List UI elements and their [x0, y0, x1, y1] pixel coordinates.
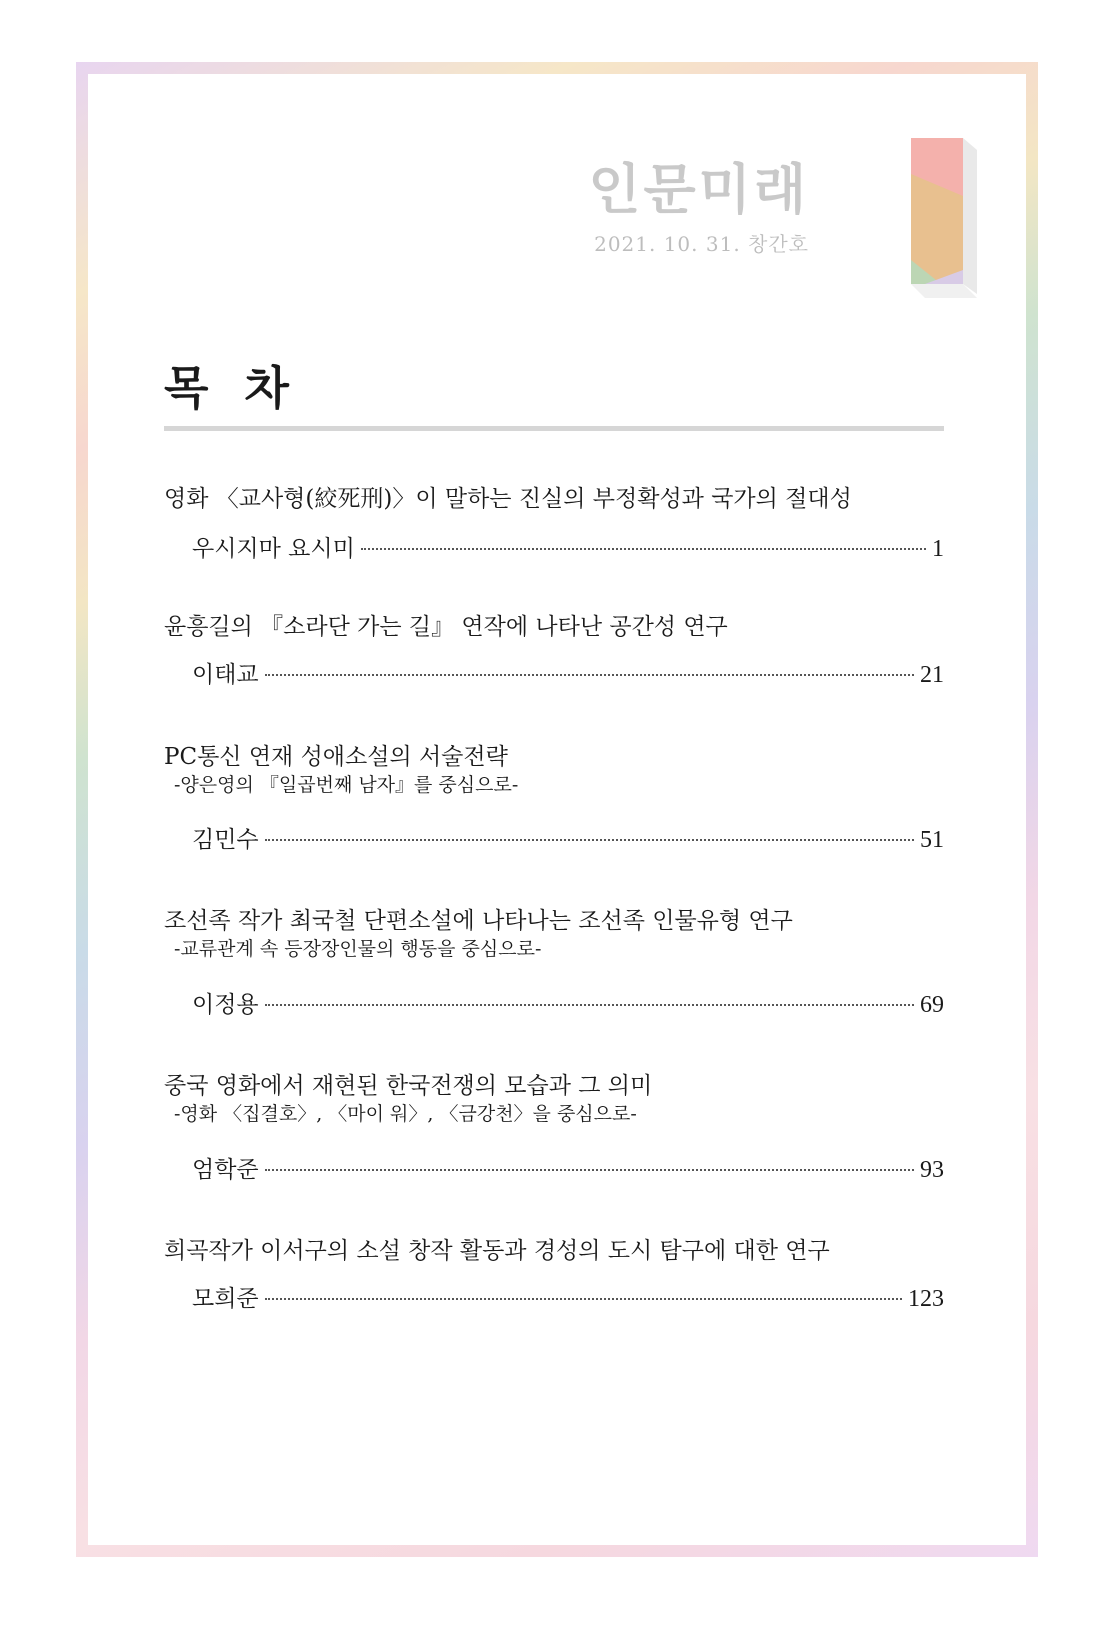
- entry-author-line: [192, 990, 944, 1020]
- dot-leader: [265, 1298, 902, 1300]
- entry-page: 123: [908, 1286, 944, 1312]
- title-rule: [164, 426, 944, 431]
- entry-title: 조선족 작가 최국철 단편소설에 나타나는 조선족 인물유형 연구: [164, 908, 793, 934]
- entry-subtitle: -양은영의 『일곱번째 남자』를 중심으로-: [174, 774, 519, 796]
- entry-author: 이정용: [192, 992, 259, 1018]
- entry-author-line: [192, 534, 944, 564]
- entry-title: 중국 영화에서 재현된 한국전쟁의 모습과 그 의미: [164, 1073, 653, 1099]
- journal-title: 인문미래: [588, 157, 809, 221]
- entry-author-line: [192, 1155, 944, 1185]
- dot-leader: [361, 548, 926, 550]
- entry-page: 51: [920, 827, 944, 853]
- toc-entry[interactable]: [164, 612, 944, 688]
- page-content-area: [88, 74, 1026, 1545]
- entry-author: 이태교: [192, 662, 259, 688]
- dot-leader: [265, 1004, 914, 1006]
- entry-author: 김민수: [192, 827, 259, 853]
- entry-author: 엄학준: [192, 1157, 259, 1183]
- issue-date: 2021. 10. 31. 창간호: [594, 232, 809, 256]
- entry-page: 93: [920, 1157, 944, 1183]
- dot-leader: [265, 839, 914, 841]
- entry-title: 희곡작가 이서구의 소설 창작 활동과 경성의 도시 탐구에 대한 연구: [164, 1238, 830, 1264]
- page-title-first: 목: [164, 361, 211, 415]
- entry-subtitle: -영화 〈집결호〉, 〈마이 워〉, 〈금강천〉을 중심으로-: [174, 1103, 637, 1125]
- entry-author-line: [192, 660, 944, 690]
- toc-entry[interactable]: [164, 1071, 944, 1183]
- entry-author: 우시지마 요시미: [192, 536, 355, 562]
- dot-leader: [265, 674, 914, 676]
- entry-author-line: [192, 1284, 944, 1314]
- dot-leader: [265, 1169, 914, 1171]
- toc-entry[interactable]: [164, 906, 944, 1018]
- toc-entry[interactable]: [164, 1236, 944, 1312]
- decorative-tab: [911, 138, 977, 298]
- entry-page: 69: [920, 992, 944, 1018]
- journal-brand: [588, 157, 809, 257]
- entry-subtitle: -교류관계 속 등장장인물의 행동을 중심으로-: [174, 938, 542, 960]
- entry-page: 1: [932, 536, 944, 562]
- entry-author: 모희준: [192, 1286, 259, 1312]
- entry-author-line: [192, 825, 944, 855]
- toc-entry[interactable]: [164, 742, 944, 853]
- entry-title: PC통신 연재 성애소설의 서술전략: [164, 744, 508, 770]
- entry-page: 21: [920, 662, 944, 688]
- page-title: [164, 352, 291, 418]
- entry-title: 영화 〈교사형(絞死刑)〉이 말하는 진실의 부정확성과 국가의 절대성: [164, 486, 852, 512]
- page-title-second: 차: [244, 361, 291, 415]
- entry-title: 윤흥길의 『소라단 가는 길』 연작에 나타난 공간성 연구: [164, 614, 728, 640]
- toc-entry[interactable]: [164, 484, 944, 562]
